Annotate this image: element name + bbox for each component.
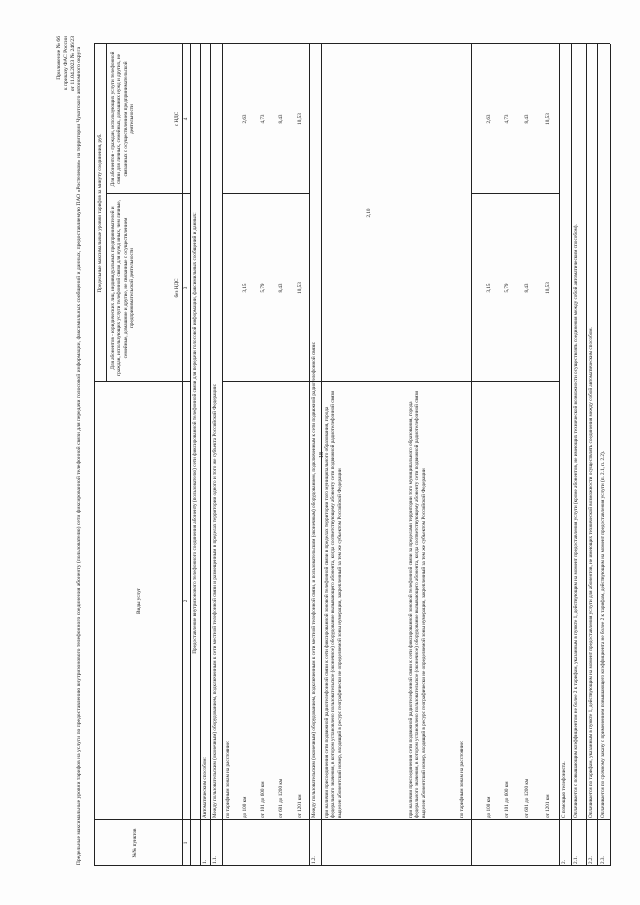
row-1-1-num: 1.1.	[212, 856, 218, 864]
sheet-content	[54, 30, 614, 880]
header-service-label: Виды услуг	[136, 588, 142, 614]
row-1-1-item-label: от 1201 км	[297, 794, 303, 818]
rotated-sheet	[54, 30, 614, 880]
approval-stamp	[56, 36, 77, 176]
header-col4-desc: Для абонентов - граждан, использующих услуги телефонной связи для личных, семейных, домашних нужд и других, не связанных с осуществлением предпринимательской деятельности	[110, 51, 136, 187]
row-1-2-item-v4: 2,63	[486, 114, 492, 124]
col-num-3: 3	[183, 286, 189, 290]
row-1-2-item-v4: 10,53	[545, 113, 551, 125]
approval-line-1: Приложение № 66	[56, 36, 62, 80]
row-2-3-num: 2.3.	[600, 856, 606, 864]
document-title: Предельные максимальные уровни тарифов на услуги по предоставлению внутризонового телефонного соединения абоненту (пользователю) сети фиксированной телефонной связи для передачи голосовой информации, факсимильных сообщений и данных, предоставляемую ПАО «Ростелеком» на территории Чукотского автономного округа	[76, 46, 82, 866]
row-1-1-item-v4: 8,43	[278, 114, 284, 124]
header-tariff-group: Предельные максимальные уровни тарифов за минуту соединения, руб.	[97, 133, 103, 293]
general-row-text: Предоставление внутризонового телефонного соединения абоненту (пользователю) сети фиксированной телефонной связи для передачи голосовой информации, факсимильных сообщений и данных:	[192, 212, 198, 654]
row-1-1-item-v4: 10,53	[297, 113, 303, 125]
approval-line-2: к приказу ФАС России	[63, 36, 69, 91]
row-2-1-num: 2.1.	[573, 856, 579, 864]
row-1-2-case-b: при наличии присоединения сети подвижной радиотелефонной связи к сети фиксированной зоновой телефонной связи за пределами территории того муниципального образования, города федерального значения, в котором установлено пользовательское (оконечное) оборудование вызывающего абонента, когда соответствующему абоненту сети подвижной радиотелефонной связи выделен абонентский номер, входящий в ресурс географически не определяемой зоны нумерации, закрепленный за тем же субъектом Российской Федерации	[408, 390, 427, 818]
row-1-num: 1.	[202, 860, 208, 864]
row-1-1-item-v4: 4,73	[260, 114, 266, 124]
page-number: 18	[319, 452, 325, 458]
row-1-2-item-label: от 601 до 1200 км	[524, 778, 530, 818]
row-1-2-item-v3: 5,79	[504, 283, 510, 293]
row-1-2-zones: по тарифным зонам на расстояние:	[459, 740, 465, 818]
row-2-1-text: Оплачивается с повышающим коэффициентом не более 2 к тарифам, указанным в пункте 1, действующим на момент предоставления услуги (кроме абонентов, не имеющих технической возможности осуществлять соединения между собой автоматическим способом).	[573, 224, 579, 818]
row-1-1-item-label: от 101 до 600 км	[260, 781, 266, 818]
row-1-1-item-v3: 5,79	[260, 283, 266, 293]
row-1-1-zones: по тарифным зонам на расстояние:	[225, 740, 231, 818]
row-1-2-num: 1.2.	[311, 856, 317, 864]
row-1-2-item-v4: 8,43	[524, 114, 530, 124]
header-col3-desc: Для абонентов - юридических лиц, индивидуальных предпринимателей и граждан, использующих услуги телефонной связи для нужд иных, чем личные, семейные, домашние и другие, не связанные с осуществлением предпринимательской деятельности	[110, 200, 136, 376]
row-1-2-item-v3: 3,15	[486, 283, 492, 293]
row-2-2-text: Оплачивается по тарифам, указанным в пункте 1, действующим на момент предоставления услуги для абонентов, не имеющих технической возможности осуществлять соединения между собой автоматическим способом.	[588, 327, 594, 818]
row-1-2-item-v3: 10,53	[545, 282, 551, 294]
row-1-2-item-label: до 100 км	[486, 796, 492, 818]
col-num-1: 1	[183, 841, 189, 845]
row-1-1-item-v3: 10,53	[297, 282, 303, 294]
row-1-1-item-v4: 2,63	[242, 114, 248, 124]
header-num-label: №№ пунктов	[132, 828, 138, 858]
approval-line-3: от 11.04.2023 № 246/23	[70, 36, 76, 92]
row-1-text: Автоматическим способом:	[202, 757, 208, 818]
row-1-2-item-label: от 1201 км	[545, 794, 551, 818]
row-1-2-case-a-value: 2,10	[366, 208, 372, 218]
row-1-2-item-v3: 8,43	[524, 283, 530, 293]
row-1-2-case-a: при наличии присоединения сети подвижной радиотелефонной связи к сети фиксированной зоновой телефонной связи в пределах территории того муниципального образования, города федерального значения, в котором установлено пользовательское (оконечное) оборудование вызывающего абонента, когда соответствующему абоненту сети подвижной радиотелефонной связи выделен абонентский номер, входящий в ресурс географически не определяемой зоны нумерации, закрепленный за тем же субъектом Российской Федерации	[324, 390, 343, 818]
row-1-1-item-label: до 100 км	[242, 796, 248, 818]
header-col4-vat: с НДС	[174, 111, 180, 127]
row-1-1-text: Между пользовательским (оконечным) оборудованием, подключенным к сети местной телефонной связи и размещенным в пределах территории одного и того же субъекта Российской Федерации:	[212, 383, 218, 818]
col-num-2: 2	[183, 599, 189, 603]
row-1-2-text: Между пользовательским (оконечным) оборудованием, подключенным к сети местной телефонной связи, и пользовательским (оконечным) оборудованием, подключенным к сети подвижной радиотелефонной связи:	[311, 341, 317, 818]
row-1-1-item-v3: 3,15	[242, 283, 248, 293]
row-1-2-item-label: от 101 до 600 км	[504, 781, 510, 818]
row-2-text: С помощью телефониста.	[561, 761, 567, 818]
row-1-2-item-v4: 4,73	[504, 114, 510, 124]
col-num-4: 4	[183, 117, 189, 121]
row-1-1-item-label: от 601 до 1200 км	[278, 778, 284, 818]
header-col3-vat: без НДС	[174, 278, 180, 298]
row-2-2-num: 2.2.	[588, 856, 594, 864]
row-2-num: 2.	[561, 860, 567, 864]
row-1-1-item-v3: 8,43	[278, 283, 284, 293]
row-2-3-text: Оплачивается по срочному заказу с применением повышающего коэффициента не более 2 к тарифам, действующим на момент предоставления услуги (п. 2.1, п. 2.2).	[600, 450, 606, 818]
